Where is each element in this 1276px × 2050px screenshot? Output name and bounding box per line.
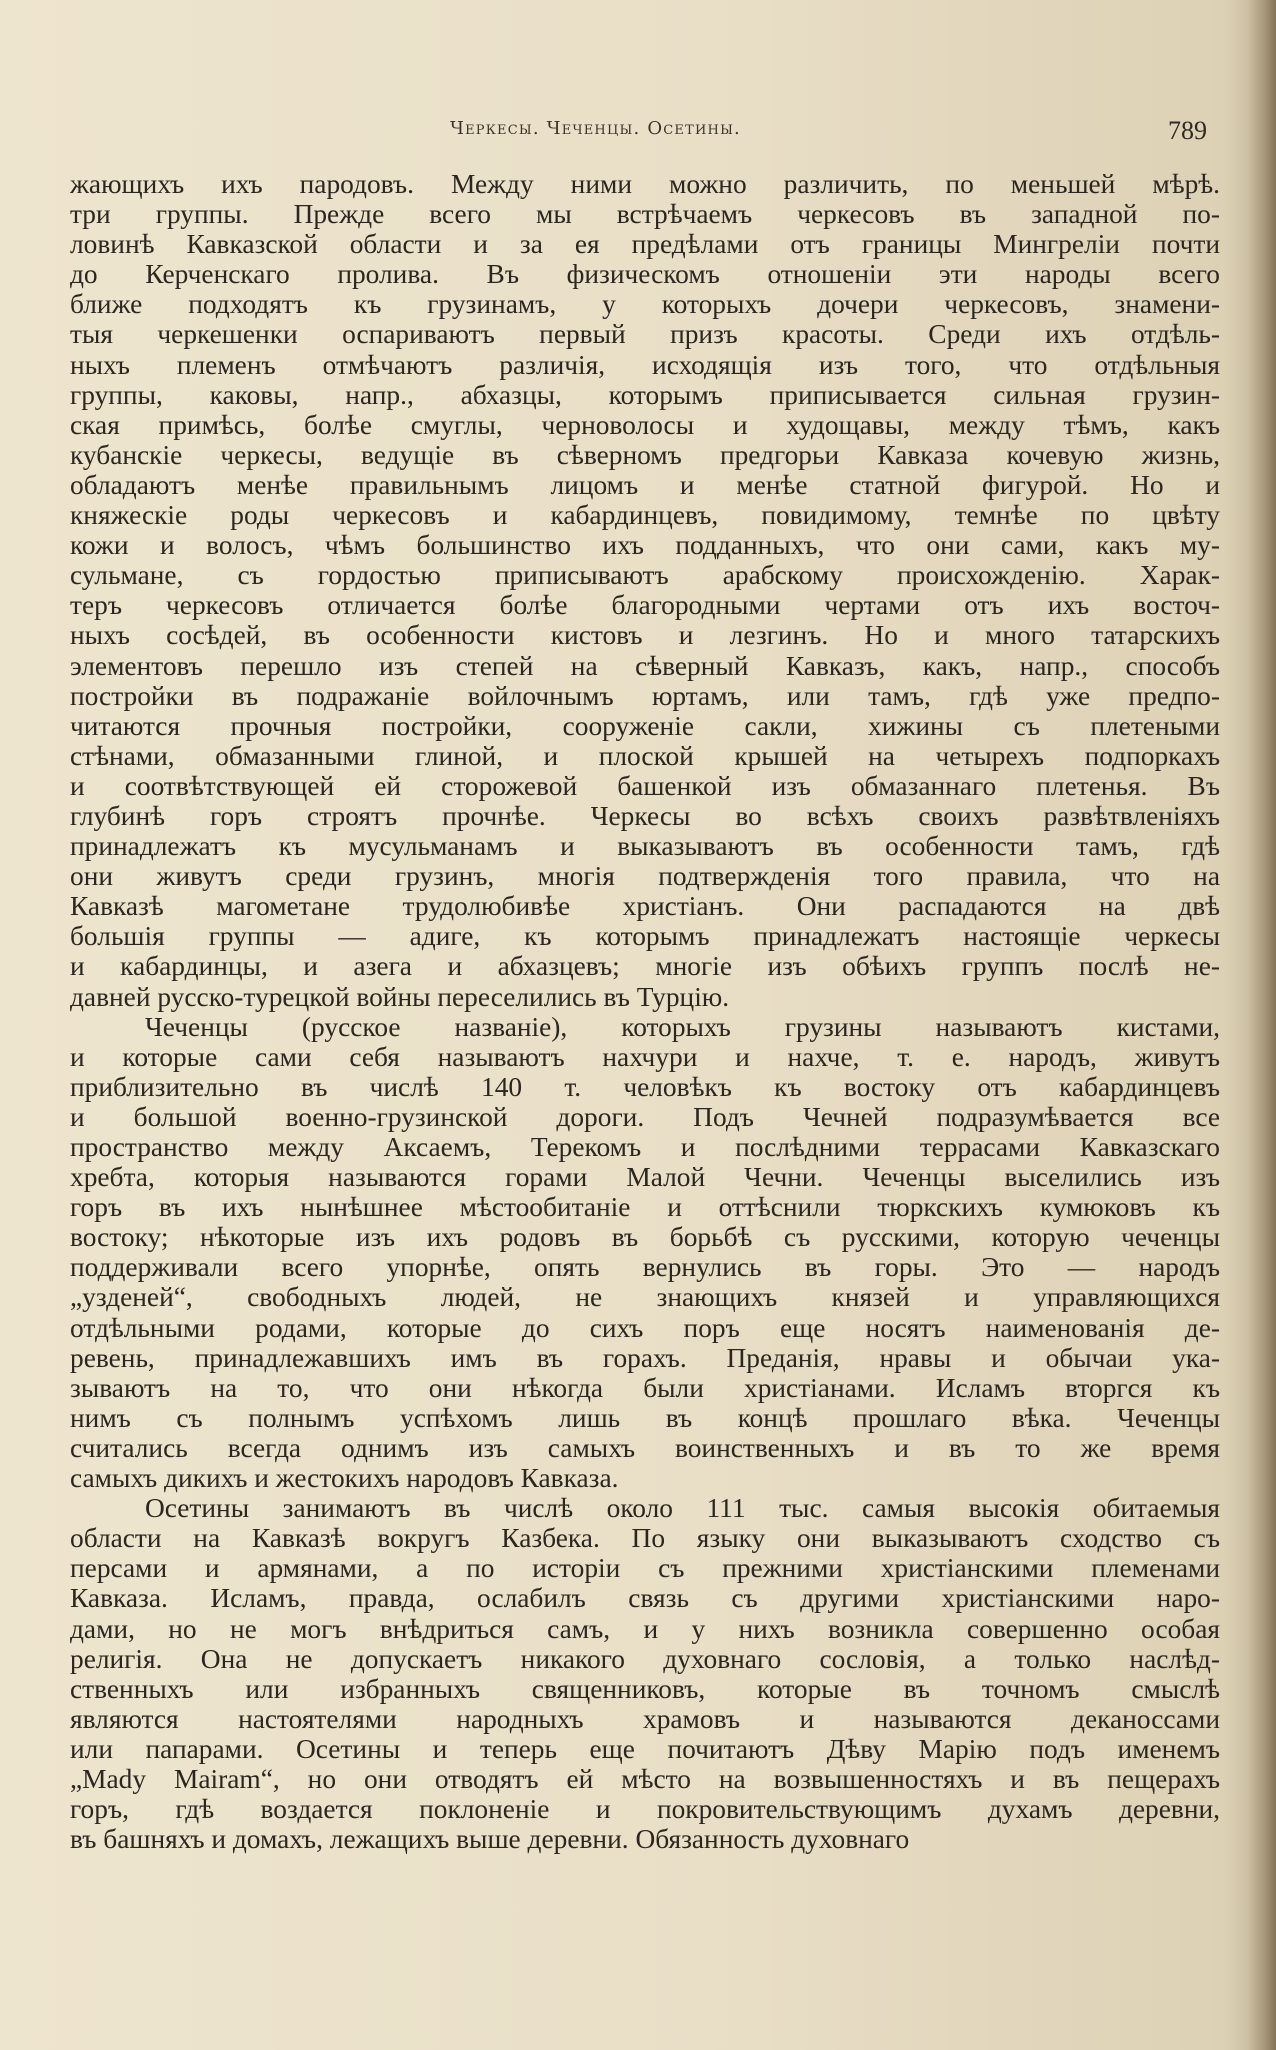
paragraph bbox=[70, 169, 1220, 1012]
text-line: принадлежатъ къ мусульманамъ и выказываютъ въ особенности тамъ, гдѣ bbox=[70, 831, 1220, 862]
paragraph bbox=[70, 1012, 1220, 1494]
text-line: элементовъ перешло изъ степей на сѣверный Кавказъ, какъ, напр., способъ bbox=[70, 650, 1220, 681]
text-line: ская примѣсь, болѣе смуглы, черноволосы и худощавы, между тѣмъ, какъ bbox=[70, 409, 1220, 440]
text-line: жающихъ ихъ пародовъ. Между ними можно различить, по меньшей мѣрѣ. bbox=[70, 169, 1220, 199]
text-line: и которые сами себя называютъ нахчури и нахче, т. е. народъ, живутъ bbox=[70, 1041, 1220, 1072]
text-line: являются настоятелями народныхъ храмовъ и называются деканоссами bbox=[70, 1703, 1220, 1734]
text-line: тыя черкешенки оспариваютъ первый призъ красоты. Среди ихъ отдѣль- bbox=[70, 319, 1220, 350]
text-line: „узденей“, свободныхъ людей, не знающихъ князей и управляющихся bbox=[70, 1282, 1220, 1313]
text-line: востоку; нѣкоторые изъ ихъ родовъ въ борьбѣ съ русскими, которую чеченцы bbox=[70, 1222, 1220, 1253]
text-line: „Mady Mairam“, но они отводятъ ей мѣсто на возвышенностяхъ и въ пещерахъ bbox=[70, 1763, 1220, 1794]
text-line: ближе подходятъ къ грузинамъ, у которыхъ дочери черкесовъ, знамени- bbox=[70, 289, 1220, 320]
text-line: давней русско-турецкой войны переселились въ Турцiю. bbox=[70, 981, 730, 1012]
text-line: и кабардинцы, и азега и абхазцевъ; многiе изъ обѣихъ группъ послѣ не- bbox=[70, 951, 1220, 982]
text-line: кожи и волосъ, чѣмъ большинство ихъ подданныхъ, что они сами, какъ му- bbox=[70, 530, 1220, 561]
text-line: религiя. Она не допускаетъ никакого духовнаго сословiя, а только наслѣд- bbox=[70, 1643, 1220, 1674]
text-line: ныхъ сосѣдей, въ особенности кистовъ и лезгинъ. Но и много татарскихъ bbox=[70, 620, 1220, 651]
text-line: Кавказа. Исламъ, правда, ослабилъ связь съ другими христiанскими наро- bbox=[70, 1583, 1220, 1614]
body-text bbox=[70, 169, 1220, 1854]
text-line: Чеченцы (русское названiе), которыхъ грузины называютъ кистами, bbox=[145, 1011, 1220, 1042]
text-line: читаются прочныя постройки, сооруженiе сакли, хижины съ плетеными bbox=[70, 710, 1220, 741]
text-line: ныхъ племенъ отмѣчаютъ различiя, исходящiя изъ того, что отдѣльныя bbox=[70, 349, 1220, 380]
text-line: персами и армянами, а по исторiи съ прежними христiанскими племенами bbox=[70, 1553, 1220, 1584]
text-line: обладаютъ менѣе правильнымъ лицомъ и менѣе статной фигурой. Но и bbox=[70, 469, 1220, 500]
text-line: пространство между Аксаемъ, Терекомъ и послѣдними террасами Кавказскаго bbox=[70, 1132, 1220, 1162]
text-line: группы, каковы, напр., абхазцы, которымъ приписывается сильная грузин- bbox=[70, 379, 1220, 410]
text-line: большiя группы — адиге, къ которымъ принадлежатъ настоящiе черкесы bbox=[70, 921, 1220, 952]
text-line: Осетины занимаютъ въ числѣ около 111 тыс. самыя высокiя обитаемыя bbox=[145, 1493, 1220, 1524]
page-edge-shadow bbox=[1248, 0, 1276, 2050]
text-line: и соотвѣтствующей ей сторожевой башенкой изъ обмазаннаго плетенья. Въ bbox=[70, 770, 1220, 801]
running-head bbox=[0, 116, 1276, 148]
text-line: приблизительно въ числѣ 140 т. человѣкъ къ востоку отъ кабардинцевъ bbox=[70, 1071, 1220, 1102]
text-line: или папарами. Осетины и теперь еще почитаютъ Дѣву Марiю подъ именемъ bbox=[70, 1733, 1220, 1764]
text-line: горъ, гдѣ воздается поклоненiе и покровительствующимъ духамъ деревни, bbox=[70, 1794, 1220, 1825]
text-line: самыхъ дикихъ и жестокихъ народовъ Кавказа. bbox=[70, 1463, 619, 1494]
text-line: поддерживали всего упорнѣе, опять вернулись въ горы. Это — народъ bbox=[70, 1252, 1220, 1283]
text-line: горъ въ ихъ нынѣшнее мѣстообитанiе и оттѣснили тюркскихъ кумюковъ къ bbox=[70, 1192, 1220, 1223]
text-line: Кавказѣ магометане трудолюбивѣе христiанъ. Они распадаются на двѣ bbox=[70, 891, 1220, 922]
text-line: княжескiе роды черкесовъ и кабардинцевъ, повидимому, темнѣе по цвѣту bbox=[70, 500, 1220, 531]
text-line: области на Кавказѣ вокругъ Казбека. По языку они выказываютъ сходство съ bbox=[70, 1523, 1220, 1554]
text-line: зываютъ на то, что они нѣкогда были христiанами. Исламъ вторгся къ bbox=[70, 1372, 1220, 1403]
text-line: считались всегда однимъ изъ самыхъ воинственныхъ и въ то же время bbox=[70, 1432, 1220, 1463]
paragraph bbox=[70, 1493, 1220, 1854]
text-line: они живутъ среди грузинъ, многiя подтвержденiя того правила, что на bbox=[70, 861, 1220, 892]
text-line: стѣнами, обмазанными глиной, и плоской крышей на четырехъ подпоркахъ bbox=[70, 740, 1220, 771]
text-line: и большой военно-грузинской дороги. Подъ Чечней подразумѣвается все bbox=[70, 1101, 1220, 1132]
text-line: ственныхъ или избранныхъ священниковъ, которые въ точномъ смыслѣ bbox=[70, 1673, 1220, 1704]
text-line: въ башняхъ и домахъ, лежащихъ выше деревни. Обязанность духовнаго bbox=[70, 1824, 910, 1855]
text-line: кубанскiе черкесы, ведущiе въ сѣверномъ предгорьи Кавказа кочевую жизнь, bbox=[70, 439, 1220, 470]
text-line: отдѣльными родами, которые до сихъ поръ еще носятъ наименованiя де- bbox=[70, 1312, 1220, 1343]
text-line: ревень, принадлежавшихъ имъ въ горахъ. Преданiя, нравы и обычаи ука- bbox=[70, 1342, 1220, 1373]
text-line: дами, но не могъ внѣдриться самъ, и у нихъ возникла совершенно особая bbox=[70, 1613, 1220, 1644]
text-line: до Керченскаго пролива. Въ физическомъ отношенiи эти народы всего bbox=[70, 259, 1220, 290]
text-line: три группы. Прежде всего мы встрѣчаемъ черкесовъ въ западной по- bbox=[70, 199, 1220, 230]
text-line: постройки въ подражанiе войлочнымъ юртамъ, или тамъ, гдѣ уже предпо- bbox=[70, 680, 1220, 711]
text-line: нимъ съ полнымъ успѣхомъ лишь въ концѣ прошлаго вѣка. Чеченцы bbox=[70, 1402, 1220, 1433]
running-title: Черкесы. Чеченцы. Осетины. bbox=[450, 118, 741, 139]
text-line: сульмане, съ гордостью приписываютъ арабскому происхожденiю. Харак- bbox=[70, 560, 1220, 591]
page-number: 789 bbox=[1168, 116, 1207, 145]
text-line: глубинѣ горъ строятъ прочнѣе. Черкесы во всѣхъ своихъ развѣтвленiяхъ bbox=[70, 800, 1220, 831]
text-line: теръ черкесовъ отличается болѣе благородными чертами отъ ихъ восточ- bbox=[70, 590, 1220, 621]
text-line: хребта, которыя называются горами Малой Чечни. Чеченцы выселились изъ bbox=[70, 1162, 1220, 1193]
text-line: ловинѣ Кавказской области и за ея предѣлами отъ границы Мингрелiи почти bbox=[70, 229, 1220, 260]
